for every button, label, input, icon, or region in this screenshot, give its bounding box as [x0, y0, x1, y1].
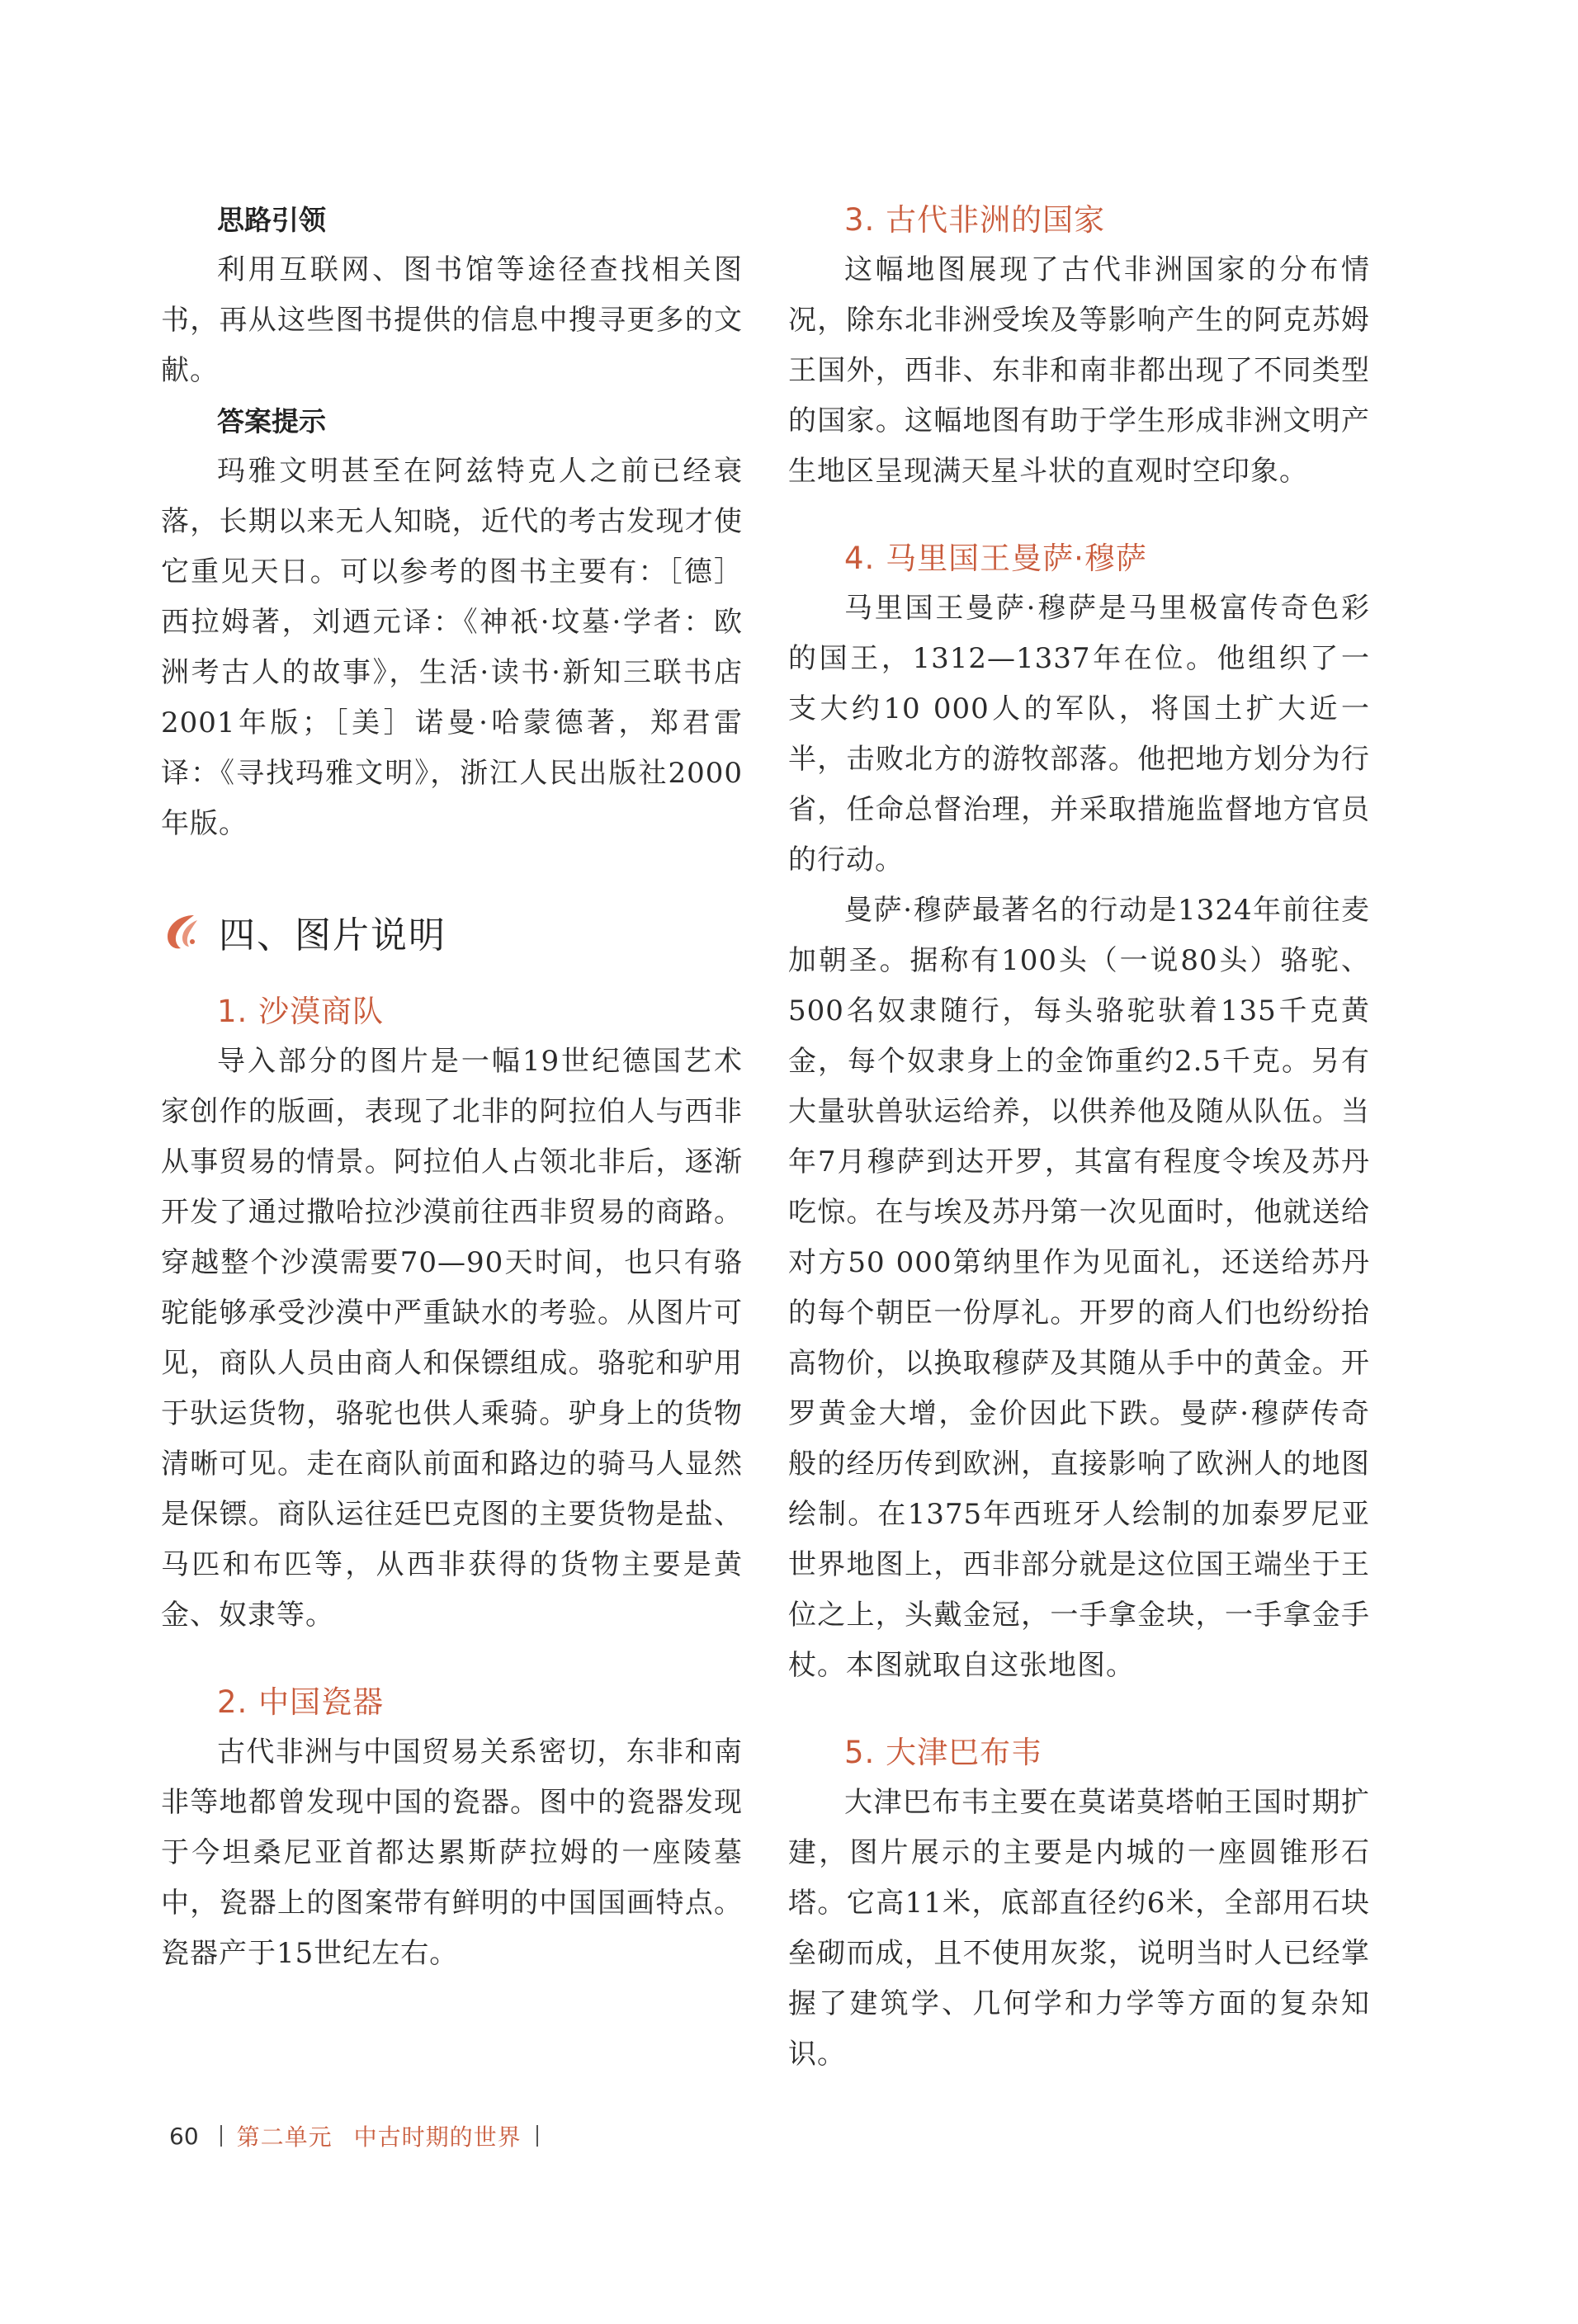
brush-stroke-icon	[161, 909, 207, 955]
footer-unit-title: 中古时期的世界	[353, 2123, 522, 2151]
right-column	[788, 195, 1370, 2080]
page-number: 60	[169, 2122, 199, 2150]
answer-hint-text: 玛雅文明甚至在阿兹特克人之前已经衰落，长期以来无人知晓，近代的考古发现才使它重见天日。可以参考的图书主要有：［德］西拉姆著，刘迺元译：《神祇·坟墓·学者：欧洲考古人的故事》，生活·读书·新知三联书店2001年版；［美］诺曼·哈蒙德著，郑君雷译：《寻找玛雅文明》，浙江人民出版社2000年版。	[161, 455, 743, 840]
section-title-great-zimbabwe: 5. 大津巴布韦	[844, 1735, 1043, 1770]
section-title-mansa-musa: 4. 马里国王曼萨·穆萨	[844, 541, 1147, 576]
footer-unit: 第二单元	[236, 2123, 333, 2151]
section-title-ancient-african-states: 3. 古代非洲的国家	[844, 202, 1106, 238]
section-text-chinese-porcelain: 古代非洲与中国贸易关系密切，东非和南非等地都曾发现中国的瓷器。图中的瓷器发现于今坦桑尼亚首都达累斯萨拉姆的一座陵墓中，瓷器上的图案带有鲜明的中国国画特点。瓷器产于15世纪左右。	[161, 1736, 743, 1970]
section-text-mansa-musa-2: 曼萨·穆萨最著名的行动是1324年前往麦加朝圣。据称有100头（一说80头）骆驼、500名奴隶随行，每头骆驼驮着135千克黄金，每个奴隶身上的金饰重约2.5千克。另有大量驮兽驮运给养，以供养他及随从队伍。当年7月穆萨到达开罗，其富有程度令埃及苏丹吃惊。在与埃及苏丹第一次见面时，他就送给对方50 000第纳里作为见面礼，还送给苏丹的每个朝臣一份厚礼。开罗的商人们也纷纷抬高物价，以换取穆萨及其随从手中的黄金。开罗黄金大增，金价因此下跌。曼萨·穆萨传奇般的经历传到欧洲，直接影响了欧洲人的地图绘制。在1375年西班牙人绘制的加泰罗尼亚世界地图上，西非部分就是这位国王端坐于王位之上，头戴金冠，一手拿金块，一手拿金手杖。本图就取自这张地图。	[788, 894, 1370, 1682]
chapter-heading	[161, 899, 743, 965]
section-text-desert-caravan: 导入部分的图片是一幅19世纪德国艺术家创作的版画，表现了北非的阿拉伯人与西非从事贸易的情景。阿拉伯人占领北非后，逐渐开发了通过撒哈拉沙漠前往西非贸易的商路。穿越整个沙漠需要70—90天时间，也只有骆驼能够承受沙漠中严重缺水的考验。从图片可见，商队人员由商人和保镖组成。骆驼和驴用于驮运货物，骆驼也供人乘骑。驴身上的货物清晰可见。走在商队前面和路边的骑马人显然是保镖。商队运往廷巴克图的主要货物是盐、马匹和布匹等，从西非获得的货物主要是黄金、奴隶等。	[161, 1045, 743, 1632]
section-title-desert-caravan: 1. 沙漠商队	[217, 994, 385, 1029]
section-title-chinese-porcelain: 2. 中国瓷器	[217, 1684, 385, 1720]
footer-divider	[220, 2125, 222, 2147]
answer-hint-label: 答案提示	[217, 405, 326, 437]
section-text-ancient-african-states: 这幅地图展现了古代非洲国家的分布情况，除东北非洲受埃及等影响产生的阿克苏姆王国外，西非、东非和南非都出现了不同类型的国家。这幅地图有助于学生形成非洲文明产生地区呈现满天星斗状的直观时空印象。	[788, 253, 1370, 488]
chapter-title: 四、图片说明	[219, 914, 446, 957]
thinking-guide-label: 思路引领	[217, 204, 326, 236]
left-column	[161, 195, 743, 1979]
section-text-great-zimbabwe: 大津巴布韦主要在莫诺莫塔帕王国时期扩建，图片展示的主要是内城的一座圆锥形石塔。它高11米，底部直径约6米，全部用石块垒砌而成，且不使用灰浆，说明当时人已经掌握了建筑学、几何学和力学等方面的复杂知识。	[788, 1786, 1370, 2071]
footer-unit-label	[237, 2119, 522, 2152]
page-footer	[169, 2119, 538, 2152]
thinking-guide-text: 利用互联网、图书馆等途径查找相关图书，再从这些图书提供的信息中搜寻更多的文献。	[161, 253, 743, 387]
section-text-mansa-musa-1: 马里国王曼萨·穆萨是马里极富传奇色彩的国王，1312—1337年在位。他组织了一支大约10 000人的军队，将国土扩大近一半，击败北方的游牧部落。他把地方划分为行省，任命总督治理，并采取措施监督地方官员的行动。	[788, 592, 1370, 876]
footer-divider-end	[536, 2125, 538, 2147]
